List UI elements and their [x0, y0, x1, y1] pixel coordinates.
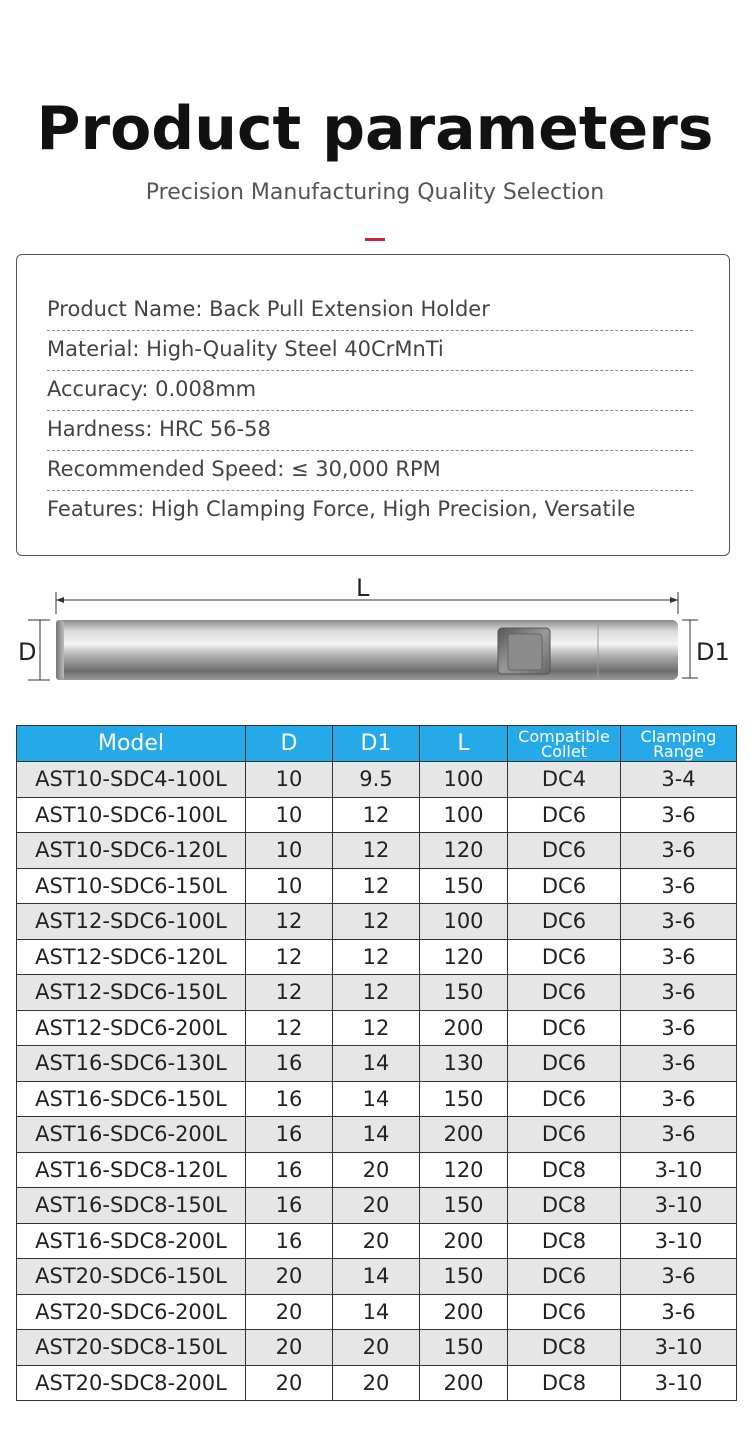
cell-d: 10: [246, 797, 333, 833]
cell-model: AST12-SDC6-120L: [17, 939, 246, 975]
cell-d: 10: [246, 833, 333, 869]
cell-d: 12: [246, 939, 333, 975]
cell-d1: 20: [333, 1152, 420, 1188]
cell-clamping-range: 3-10: [621, 1152, 737, 1188]
cell-collet: DC6: [508, 975, 621, 1011]
cell-model: AST10-SDC6-150L: [17, 868, 246, 904]
cell-l: 120: [420, 1152, 508, 1188]
cell-l: 200: [420, 1117, 508, 1153]
cell-clamping-range: 3-6: [621, 1117, 737, 1153]
cell-model: AST10-SDC6-100L: [17, 797, 246, 833]
cell-d: 20: [246, 1294, 333, 1330]
cell-d: 12: [246, 904, 333, 940]
header-model: Model: [17, 726, 246, 762]
cell-collet: DC6: [508, 904, 621, 940]
length-label: L: [356, 574, 370, 602]
cell-d: 16: [246, 1117, 333, 1153]
cell-clamping-range: 3-6: [621, 1010, 737, 1046]
cell-d1: 14: [333, 1117, 420, 1153]
accent-divider: [365, 238, 385, 241]
cell-l: 100: [420, 762, 508, 798]
cell-d: 20: [246, 1259, 333, 1295]
cell-d1: 20: [333, 1188, 420, 1224]
cell-clamping-range: 3-6: [621, 1046, 737, 1082]
cell-d1: 14: [333, 1259, 420, 1295]
cell-model: AST16-SDC6-150L: [17, 1081, 246, 1117]
cell-l: 150: [420, 1259, 508, 1295]
table-row: [17, 904, 737, 940]
holder-drawing: [0, 570, 750, 700]
cell-clamping-range: 3-6: [621, 975, 737, 1011]
cell-d1: 12: [333, 975, 420, 1011]
holder-dimension-diagram: [0, 570, 750, 700]
parameter-list: [47, 291, 693, 531]
table-row: [17, 1365, 737, 1401]
header-d1: D1: [333, 726, 420, 762]
param-product-name: Product Name: Back Pull Extension Holder: [47, 291, 693, 331]
cell-collet: DC6: [508, 1117, 621, 1153]
table-row: [17, 975, 737, 1011]
table-row: [17, 1152, 737, 1188]
header-l: L: [420, 726, 508, 762]
cell-model: AST20-SDC6-200L: [17, 1294, 246, 1330]
cell-d1: 12: [333, 833, 420, 869]
page-title: Product parameters: [36, 94, 714, 164]
cell-clamping-range: 3-6: [621, 1259, 737, 1295]
diameter-label: D: [18, 638, 37, 666]
cell-d: 16: [246, 1081, 333, 1117]
cell-d1: 12: [333, 1010, 420, 1046]
cell-model: AST20-SDC6-150L: [17, 1259, 246, 1295]
cell-d: 12: [246, 1010, 333, 1046]
cell-collet: DC6: [508, 797, 621, 833]
cell-l: 200: [420, 1294, 508, 1330]
cell-model: AST12-SDC6-150L: [17, 975, 246, 1011]
cell-model: AST10-SDC6-120L: [17, 833, 246, 869]
param-hardness: Hardness: HRC 56-58: [47, 411, 693, 451]
cell-clamping-range: 3-6: [621, 868, 737, 904]
cell-collet: DC6: [508, 1010, 621, 1046]
table-row: [17, 833, 737, 869]
cell-l: 150: [420, 1330, 508, 1366]
cell-collet: DC8: [508, 1152, 621, 1188]
cell-model: AST16-SDC6-200L: [17, 1117, 246, 1153]
table-body: [17, 762, 737, 1401]
cell-d: 16: [246, 1223, 333, 1259]
page-subtitle: Precision Manufacturing Quality Selection: [145, 180, 605, 205]
cell-clamping-range: 3-6: [621, 797, 737, 833]
specification-table: [16, 725, 737, 1401]
cell-clamping-range: 3-6: [621, 1294, 737, 1330]
cell-d1: 14: [333, 1294, 420, 1330]
param-features: Features: High Clamping Force, High Precision, Versatile: [47, 497, 636, 521]
table-row: [17, 762, 737, 798]
cell-model: AST20-SDC8-200L: [17, 1365, 246, 1401]
cell-collet: DC8: [508, 1188, 621, 1224]
cell-l: 150: [420, 1081, 508, 1117]
cell-d1: 12: [333, 904, 420, 940]
cell-l: 100: [420, 797, 508, 833]
table-row: [17, 1081, 737, 1117]
cell-d1: 12: [333, 939, 420, 975]
cell-d: 20: [246, 1330, 333, 1366]
cell-d: 16: [246, 1046, 333, 1082]
cell-l: 120: [420, 833, 508, 869]
table-row: [17, 1046, 737, 1082]
cell-d1: 14: [333, 1046, 420, 1082]
cell-model: AST16-SDC6-130L: [17, 1046, 246, 1082]
cell-collet: DC4: [508, 762, 621, 798]
cell-l: 200: [420, 1223, 508, 1259]
param-material: Material: High-Quality Steel 40CrMnTi: [47, 331, 693, 371]
cell-l: 200: [420, 1365, 508, 1401]
cell-clamping-range: 3-10: [621, 1365, 737, 1401]
header-clamping-range: Clamping Range: [621, 726, 737, 762]
cell-model: AST20-SDC8-150L: [17, 1330, 246, 1366]
table-row: [17, 1010, 737, 1046]
cell-l: 150: [420, 1188, 508, 1224]
table-header-row: [17, 726, 737, 762]
table-row: [17, 939, 737, 975]
cell-l: 120: [420, 939, 508, 975]
cell-clamping-range: 3-10: [621, 1330, 737, 1366]
cell-collet: DC6: [508, 1294, 621, 1330]
cell-clamping-range: 3-6: [621, 833, 737, 869]
cell-d1: 12: [333, 868, 420, 904]
table-row: [17, 1223, 737, 1259]
table-row: [17, 1259, 737, 1295]
cell-d: 20: [246, 1365, 333, 1401]
cell-collet: DC6: [508, 833, 621, 869]
cell-model: AST16-SDC8-120L: [17, 1152, 246, 1188]
table-row: [17, 797, 737, 833]
table-row: [17, 1294, 737, 1330]
diameter1-label: D1: [696, 638, 730, 666]
cell-model: AST16-SDC8-200L: [17, 1223, 246, 1259]
cell-d1: 20: [333, 1330, 420, 1366]
cell-collet: DC8: [508, 1365, 621, 1401]
cell-collet: DC6: [508, 868, 621, 904]
cell-collet: DC8: [508, 1223, 621, 1259]
cell-d1: 20: [333, 1365, 420, 1401]
cell-clamping-range: 3-6: [621, 939, 737, 975]
cell-model: AST16-SDC8-150L: [17, 1188, 246, 1224]
table-row: [17, 1330, 737, 1366]
table-row: [17, 1117, 737, 1153]
cell-l: 200: [420, 1010, 508, 1046]
cell-d: 16: [246, 1152, 333, 1188]
cell-model: AST12-SDC6-200L: [17, 1010, 246, 1046]
cell-d1: 12: [333, 797, 420, 833]
cell-collet: DC6: [508, 1081, 621, 1117]
cell-d: 10: [246, 762, 333, 798]
cell-l: 150: [420, 975, 508, 1011]
cell-model: AST10-SDC4-100L: [17, 762, 246, 798]
cell-clamping-range: 3-6: [621, 1081, 737, 1117]
param-speed: Recommended Speed: ≤ 30,000 RPM: [47, 451, 693, 491]
table-row: [17, 868, 737, 904]
cell-model: AST12-SDC6-100L: [17, 904, 246, 940]
cell-l: 130: [420, 1046, 508, 1082]
cell-clamping-range: 3-10: [621, 1223, 737, 1259]
table-row: [17, 1188, 737, 1224]
cell-clamping-range: 3-4: [621, 762, 737, 798]
holder-body: [56, 620, 678, 680]
cell-l: 150: [420, 868, 508, 904]
cell-clamping-range: 3-10: [621, 1188, 737, 1224]
param-accuracy: Accuracy: 0.008mm: [47, 371, 693, 411]
cell-d: 12: [246, 975, 333, 1011]
cell-d1: 9.5: [333, 762, 420, 798]
parameter-box: [16, 254, 730, 556]
cell-d: 10: [246, 868, 333, 904]
cell-collet: DC6: [508, 1259, 621, 1295]
cell-l: 100: [420, 904, 508, 940]
cell-d1: 20: [333, 1223, 420, 1259]
cell-collet: DC6: [508, 1046, 621, 1082]
cell-d: 16: [246, 1188, 333, 1224]
header-collet: Compatible Collet: [508, 726, 621, 762]
cell-clamping-range: 3-6: [621, 904, 737, 940]
cell-collet: DC6: [508, 939, 621, 975]
header-d: D: [246, 726, 333, 762]
cell-collet: DC8: [508, 1330, 621, 1366]
cell-d1: 14: [333, 1081, 420, 1117]
